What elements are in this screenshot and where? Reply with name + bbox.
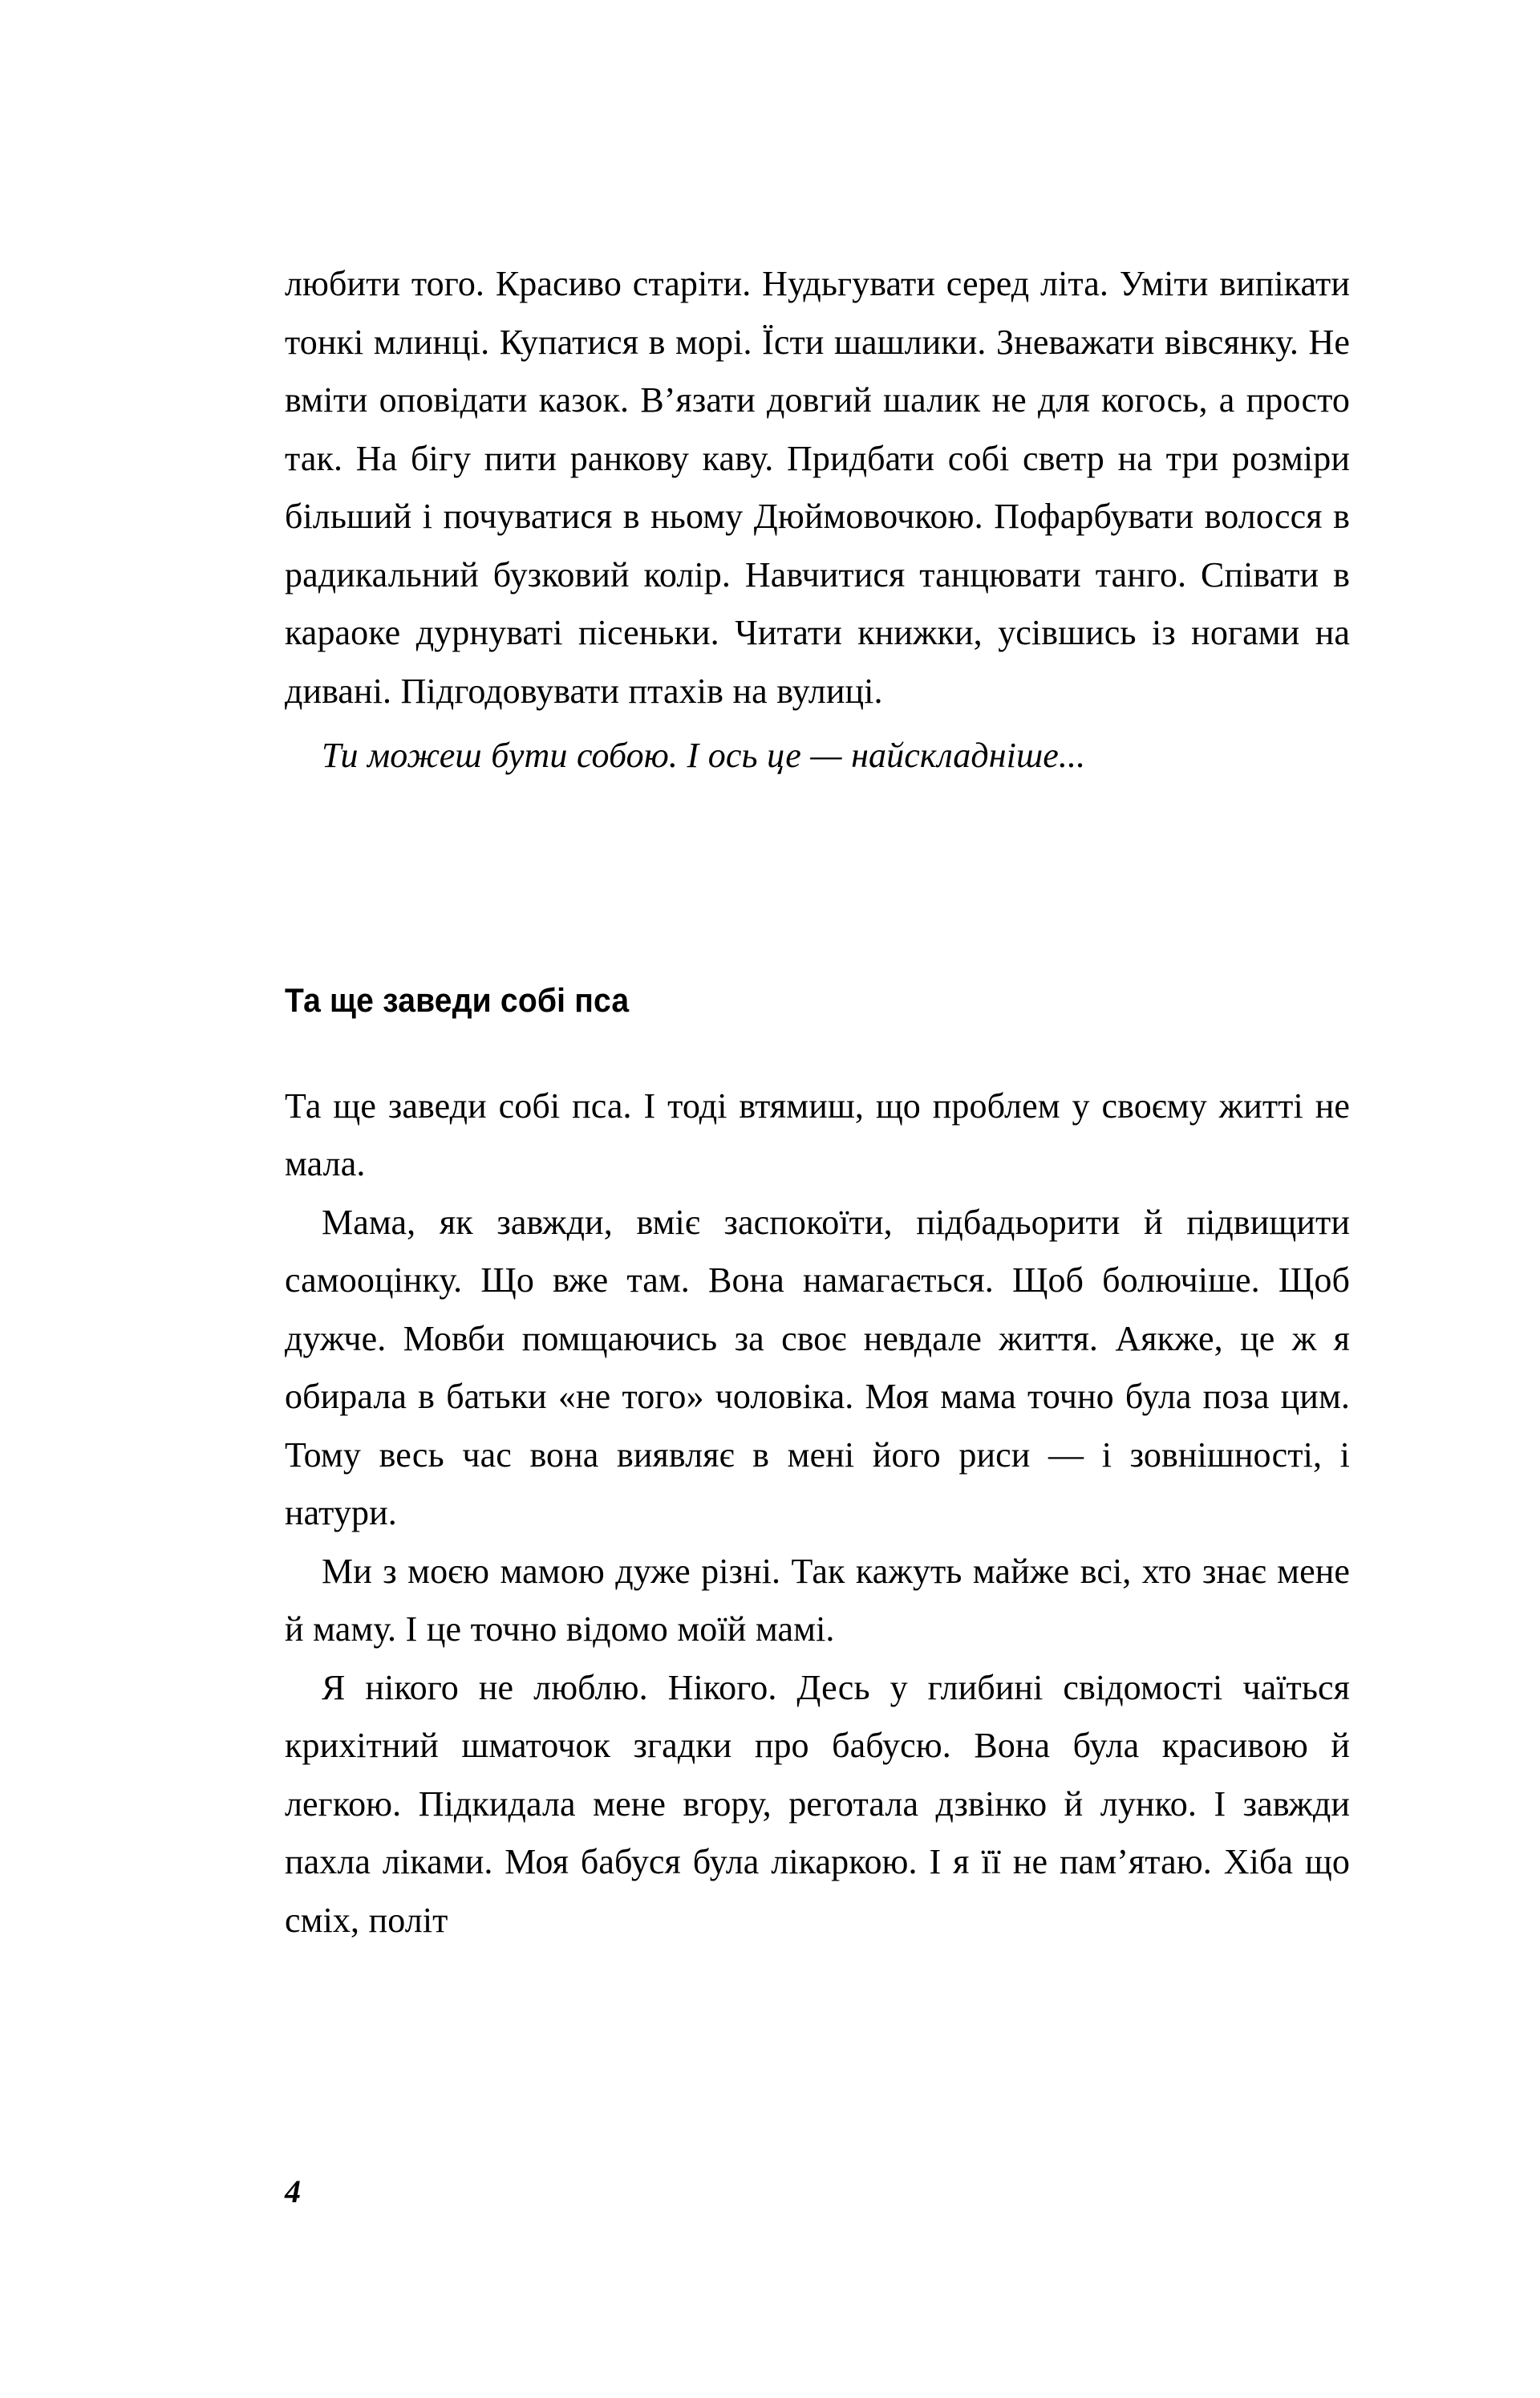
section-spacer-top [285,785,1350,980]
body-paragraph-4: Я нікого не люблю. Нікого. Десь у глибині свідомості чаїться крихітний шматочок згадки про бабусю. Вона була красивою й легкою. Підкидала мене вгору, реготала дзвінко й лунко. І завжди пахла ліками. Моя бабуся була лікаркою. І я її не пам’ятаю. Хіба що сміх, політ [285,1667,1350,1940]
italic-closing-line: Ти можеш бути собою. І ось це — найскладніше... [322,736,1086,775]
section-spacer-bottom [285,1021,1350,1077]
paragraph-gap [285,720,1350,727]
section-heading: Та ще заведи собі пса [285,980,630,1019]
page-number: 4 [285,2173,301,2209]
body-paragraph-2: Мама, як завжди, вміє заспокоїти, підбадьорити й підвищити самооцінку. Що вже там. Вона намагається. Щоб болючіше. Щоб дужче. Мовби помщаючись за своє невдале життя. Аякже, це ж я обирала в батьки «не того» чоловіка. Моя мама точно була поза цим. Тому весь час вона виявляє в мені його риси — і зовнішності, і натури. [285,1202,1350,1532]
page-text-block [285,255,1350,1950]
body-paragraph-1: Та ще заведи собі пса. І тоді втямиш, що проблем у своєму житті не мала. [285,1085,1350,1183]
body-paragraph-3: Ми з моєю мамою дуже різні. Так кажуть майже всі, хто знає мене й маму. І це точно відомо моїй мамі. [285,1551,1350,1649]
paragraph-continued: любити того. Красиво старіти. Нудьгувати серед літа. Уміти випікати тонкі млинці. Купатися в морі. Їсти шашлики. Зневажати вівсянку. Не вміти оповідати казок. В’язати довгий шалик не для когось, а просто так. На бігу пити ранкову каву. Придбати собі светр на три розміри більший і почуватися в ньому Дюймовочкою. Пофарбувати волосся в радикальний бузковий колір. Навчитися танцювати танго. Співати в караоке дурнуваті пісеньки. Читати книжки, усівшись із ногами на дивані. Підгодовувати птахів на вулиці. [285,264,1350,711]
